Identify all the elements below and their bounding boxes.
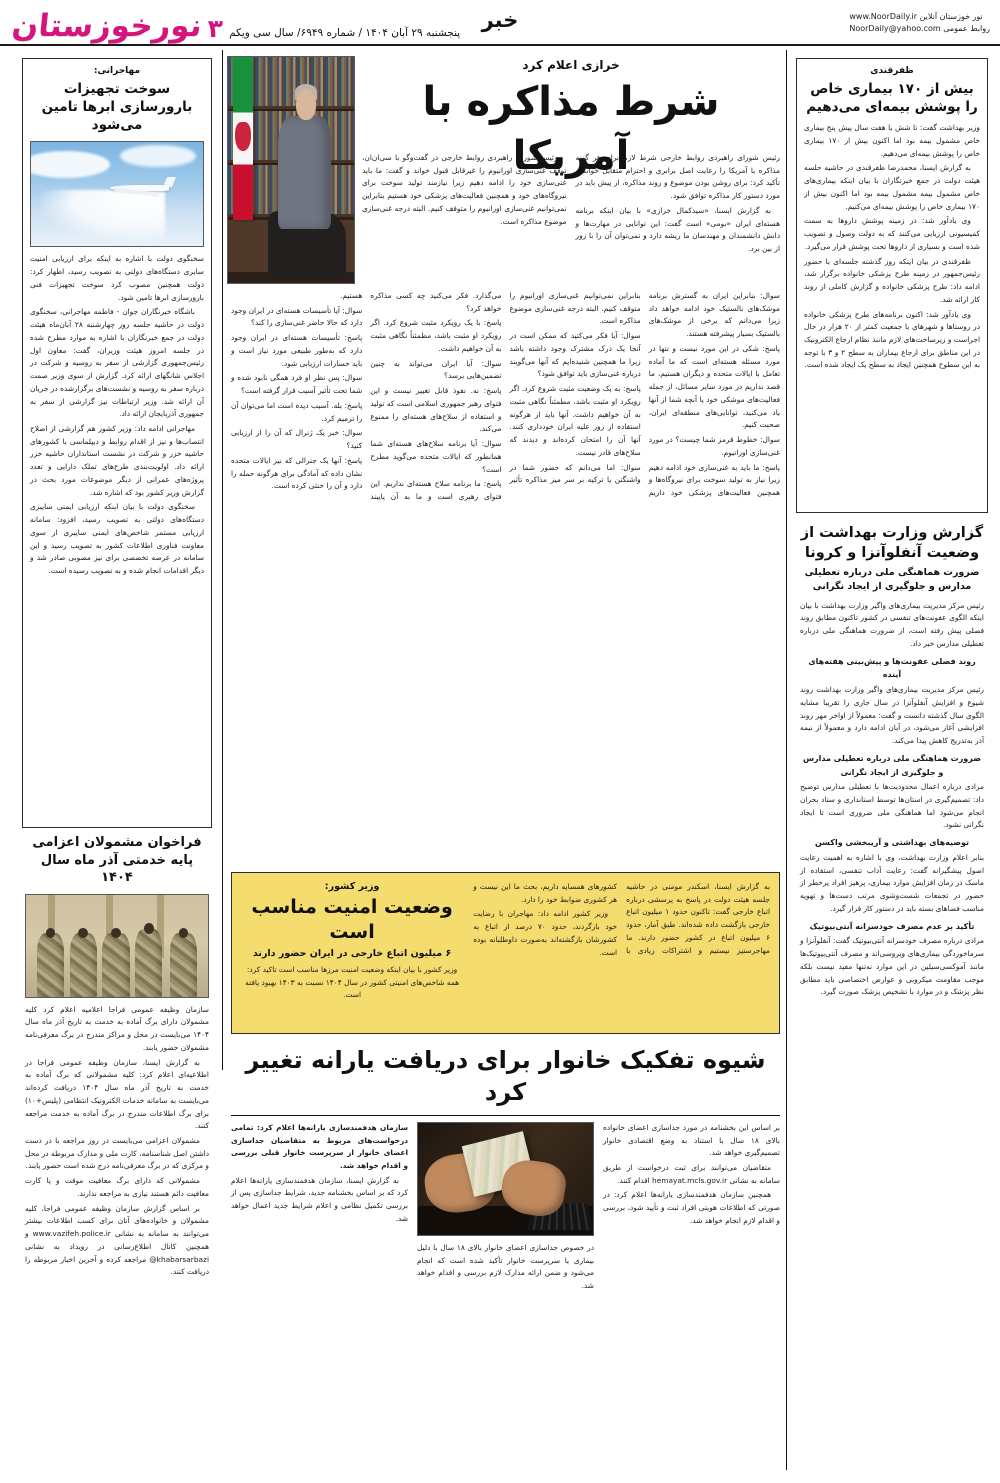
- bottom-col1: [231, 1122, 408, 1226]
- conscription-p4: بر اساس گزارش سازمان وظیفه عمومی فراجا، کلیه مشمولان و خانواده‌های آنان برای کسب اطلاعات بیشتر می‌توانند به سامانه به نشانی www.vazifeh.police.ir و همچنین کانال اطلاع‌رسانی در رویداد به نشانی khabarsarbazi@ مراجعه کرده و آخرین اخبار مربوطه را دریافت کنند.: [25, 1203, 210, 1277]
- lead-photo-p3: پاسخ: با یک رویکرد مثبت شروع کرد. اگر رویکرد او مثبت باشد، مطمئناً نگاهی مثبت به آن خواهیم داشت.: [370, 318, 502, 353]
- insurance-p4: وی یادآور شد: اکنون برنامه‌های طرح پزشکی خانواده در روستاها و شهرهای با جمعیت کمتر از ۲۰ هزار در حال اجراست و زیرساخت‌های لازم مانند نظام ارجاع الکترونیک در این مناطق برای ارجاع بیماران به سطح ۲ و ۳ با توجه به این سطوح همچنین ایجاد به سطح یک ایجاد شده است.: [804, 309, 980, 370]
- counting-banknotes-photo: [417, 1122, 594, 1236]
- lead-intro-columns: [362, 152, 780, 284]
- cloud-seeding-aircraft-photo: [30, 141, 204, 247]
- bottom-p1: به گزارش ایسنا، سازمان هدفمندسازی یارانه‌ها اعلام کرد که بر اساس بخشنامه جدید، شرایط جداسازی پس از بررسی تکمیل نظامی و اعلام شرایط جدید اعمال خواهد شد.: [231, 1175, 408, 1223]
- conscription-p0: سازمان وظیفه عمومی فراجا اعلامیه اعلام کرد کلیه مشمولان دارای برگ آماده به خدمت به تاریخ آذر ماه سال ۱۴۰۴ می‌بایست در محل و مراکز مندرج در برگ معرفی‌نامه مشمولان حضور یابند.: [25, 1004, 209, 1052]
- khazrazi-interview-photo: [227, 56, 355, 284]
- flu-s3-heading: توصیه‌های بهداشتی و آریبخشی واکسن: [814, 838, 970, 848]
- bottom-p3: بر اساس این بخشنامه در مورد جداسازی اعضای خانواده بالای ۱۸ سال با استناد به وضع اقتصادی خانوار تصمیم‌گیری خواهد شد.: [603, 1122, 780, 1158]
- cloudseeding-p2: مهاجرانی ادامه داد: وزیر کشور هم گزارشی از اصلاح انتصاب‌ها و نیز از اقدام روابط و دیپلماسی با کشورهای حاشیه خزر و شرکت در نشست استانداران حاشیه خزر ارائه داد. اولویت‌بندی طرح‌های تملک دارایی و تعدد پروژه‌های عمرانی از دیگر موضوعات مورد بحث در گزارش وزیر کشور بود که اشاره شد.: [30, 424, 204, 497]
- flu-s1-text: رئیس مرکز مدیریت بیماری‌های واگیر وزارت بهداشت روند شیوع و افزایش آنفلوآنزا در سال جاری را تقریبا مشابه الگوی سال گذشته دانست و گفت: معمولاً از اواخر مهر روند افزایشی آغاز می‌شود، در آبان ادامه دارد و معمولاً از نیمه آذر به‌تدریج کاهش پیدا می‌کند.: [800, 685, 984, 746]
- flu-s1-heading: روند فصلی عفونت‌ها و پیش‌بینی هفته‌های آینده: [808, 656, 976, 680]
- insurance-p2: وی یادآور شد: در زمینه پوشش داروها به سمت کمیسیونی ارزیابی می‌کنند که به دولت وصول و تصویب شده است و بسیاری از داروها تحت پوشش قرار می‌گیرد.: [804, 216, 980, 251]
- lead-qa-a3: پاسخ: ما برنامه سلاح هسته‌ای نداریم. این فتوای رهبری است و ما به آن پایبند هستیم.: [340, 291, 502, 502]
- cloudseeding-p0: سخنگوی دولت با اشاره به اینکه برای ارزیابی امنیت سایری دستگاه‌های دولتی به تصویب رسید، اظهار کرد: دولت همچنین مصوب کرد سوخت تجهیزات فنی بارورسازی ابرها تامین شود.: [30, 254, 204, 302]
- lead-lede: رئیس شورای راهبردی روابط خارجی شرط لازم برای هر گونه مذاکره با آمریکا را رعایت اصل برابری و احترام متقابل خواند و تأکید کرد: برای روشن بودن موضوع و روند مذاکره، از پیش باید در مورد دستور کار مذاکره توافق شود.: [575, 153, 780, 201]
- contact-label-pr: روابط عمومی: [943, 24, 990, 33]
- conscription-headline: فراخوان مشمولان اعزامی پایه خدمتی آذر ماه سال ۱۴۰۴: [32, 835, 202, 886]
- lead-qa-q2: سوال: آیا ایران می‌تواند به چنین تضمین‌هایی برسد؟: [370, 358, 502, 381]
- yellowbox-p2: وزیر کشور ادامه داد: مهاجران با رضایت خود بازگردند، حدود ۷۰ درصد از اتباع به کشورشان بازگشته‌اند به‌صورت داوطلبانه بوده است.: [473, 909, 618, 957]
- bottom-p4: متقاضیان می‌توانند برای ثبت درخواست از طریق سامانه به نشانی hemayat.mcls.gov.ir اقدام کنند.: [603, 1162, 780, 1185]
- lead-qa-a1: پاسخ: به یک وضعیت مثبت شروع کرد. اگر رویکرد او مثبت باشد، مطمئناً نگاهی مثبت به آن خواهیم داشت. آنها باید از هرگونه استفاده از زور علیه ایران خودداری کنند. آنها آن را امتحان کرده‌اند و دیدند که سلاح‌های قادر نیست.: [509, 384, 641, 457]
- yellowbox-subhead: ۶ میلیون اتباع خارجی در ایران حضور دارند: [252, 948, 452, 960]
- cloudseeding-headline: سوخت تجهیزات بارورسازی ابرها تامین می‌شود: [41, 80, 193, 134]
- conscription-p1: به گزارش ایسنا، سازمان وظیفه عمومی فراجا در اطلاعیه‌ای اعلام کرد: کلیه مشمولانی که برگ آماده به خدمت به تاریخ آذر ماه سال ۱۴۰۴ دریافت کرده‌اند می‌بایست به سامانه خدمات الکترونیک انتظامی (پلیس+۱۰) برای برگ اطلاعات مندرج در برگ آماده به خدمت مراجعه کنند.: [25, 1057, 209, 1131]
- page-number: ۳: [207, 14, 224, 43]
- bottom-p0: سازمان هدفمندسازی یارانه‌ها اعلام کرد: تمامی درخواست‌های مربوط به متقاضیان جداسازی اعضای خانوار از سرپرست خانوار قبلی بررسی و اقدام خواهد شد.: [231, 1122, 408, 1170]
- bottom-story: [231, 1044, 780, 1464]
- contact-url: www.NoorDaily.ir: [849, 12, 918, 21]
- bottom-col2: [417, 1242, 594, 1293]
- masthead-contact: [849, 11, 990, 35]
- conscription-body: [25, 1004, 209, 1279]
- conscript-soldiers-photo: [25, 894, 209, 998]
- insurance-p1: به گزارش ایسنا، محمدرضا ظفرقندی در حاشیه جلسه هیئت دولت در جمع خبرنگاران با بیان اینکه بیماری‌های خاص مشمول بیمه مشمول بیمه بود اما اکنون بیش از ۱۷۰ بیماری خاص را پوشش بیمه‌ای می‌کنیم.: [804, 163, 980, 211]
- flu-s3-text: بنابر اعلام وزارت بهداشت، وی با اشاره به اهمیت رعایت اصول پیشگیرانه گفت: رعایت آداب تنفسی، استفاده از ماسک در زمان افزایش موارد بیماری، پرهیز افراد پرخطر از حضور در تجمعات شست‌وشوی مرتب دست‌ها و تهویه مناسب فضاهای بسته باید در دستور کار قرار گیرد.: [800, 852, 984, 913]
- left-article-conscription: [22, 834, 212, 1462]
- lead-qa-a2: پاسخ: نه. نفوذ قابل تغییر نیست و این فتوای رهبر جمهوری اسلامی است که تولید و استفاده از سلاح‌های هسته‌ای را ممنوع می‌کند.: [370, 386, 502, 434]
- yellowbox-kicker: وزیر کشور:: [324, 881, 380, 892]
- flu-s0-text: رئیس مرکز مدیریت بیماری‌های واگیر وزارت بهداشت با بیان اینکه الگوی عفونت‌های تنفسی در کشور تاکنون مطابق روند فصلی پیش رفته است، از ضرورت هماهنگی ملی درباره تعطیلی مدارس خبر داد.: [800, 600, 984, 648]
- lead-qa-a6: پاسخ: آنها یک جنرالی که نیز ایالات متحده نشان داده که آمادگی برای هرگونه حمله را دارد و آن را خنثی کرده است.: [231, 455, 363, 491]
- lead-headline: شرط مذاکره با آمریکا: [422, 79, 720, 180]
- lead-qa-q5: سوال: پس نظر او فرد همگی نابود شده و شما تحت تأثیر آسیب قرار گرفته است؟: [231, 373, 363, 396]
- lead-qa-q0: سوال: خطوط قرمز شما چیست؟ در مورد غنی‌سازی اورانیوم.: [648, 435, 780, 457]
- insurance-headline: بیش از ۱۷۰ بیماری خاص را پوشش بیمه‌ای می‌دهیم: [806, 80, 978, 116]
- flu-headline: گزارش وزارت بهداشت از وضعیت آنفلوآنزا و کرونا: [800, 525, 984, 561]
- flu-s2-text: مرادی درباره اعمال محدودیت‌ها با تعطیلی مدارس توضیح داد: تصمیم‌گیری در استان‌ها توسط استانداری و ستاد بحران انجام می‌شود اما هماهنگی ملی ضروری است تا ایجاد نگرانی نشود.: [800, 782, 984, 830]
- right-article-flu-covid: [796, 524, 988, 1464]
- lead-photo-p1: پاسخ: شکی در این مورد نیست و تنها در مورد مسئله هسته‌ای است که ما آماده تعامل با ایالات متحده و دیگران هستیم، ما قصد نداریم در مورد سایر مسائل، از جمله فعالیت‌های موشکی خود یا آنچه شما از آنها یاد می‌کنید، توانایی‌های منطقه‌ای ایران، صحبت کنیم.: [648, 343, 780, 430]
- insurance-p0: وزیر بهداشت گفت: تا شش یا هفت سال پیش پنج بیماری خاص مشمول بیمه بود اما اکنون بیش از ۱۷۰ بیماری خاص را پوشش بیمه‌ای می‌دهیم.: [804, 123, 980, 158]
- dateline: پنجشنبه ۲۹ آبان ۱۴۰۴ / شماره ۶۹۴۹/ سال سی ویکم: [229, 26, 461, 39]
- rule-right: [786, 50, 787, 1470]
- lead-qa-q6: سوال: خبر یک ژنرال که آن را از ارزیابی کنید؟: [231, 428, 363, 451]
- lead-photo-p0: سوال: بنابراین ایران به گسترش برنامه موشک‌های بالستیک خود ادامه خواهد داد زیرا می‌دانم که برخی از موشک‌های بالستیک بسیار پیشرفته هستند.: [648, 291, 780, 339]
- lead-qa-q4: سوال: آیا تأسیسات هسته‌ای در ایران وجود دارد که حالا حاضر غنی‌سازی را کند؟: [231, 305, 363, 328]
- contact-label-online: نور خوزستان آنلاین: [919, 12, 983, 21]
- insurance-kicker: ظفرقندی: [870, 66, 914, 76]
- lead-qa-q1: سوال: آیا فکر می‌کنید که ممکن است در آنجا یک درک مشترک وجود داشته باشد زیرا ما همچنین شنیده‌ایم که آنها می‌گویند درباره غنی‌سازی باید توافق شود؟: [509, 331, 641, 379]
- lead-photo-p2: سوال: اما می‌دانم که حضور شما در واشنگتن یا ترکیه بر سر میز مذاکره تأثیر می‌گذارد. فکر می‌کنید چه کسی مذاکره خواهد کرد؟: [370, 291, 641, 485]
- right-article-health-insurance: [796, 58, 988, 513]
- yellowbox-p1: به گزارش ایسنا، اسکندر مومنی در حاشیه جلسه هیئت دولت در پاسخ به پرسشی درباره اتباع خارجی گفت: تاکنون حدود ۱ میلیون اتباع خارجی بازگشت داده شده‌اند. طبق آمار، حدود ۶ میلیون اتباع در کشور حضور دارند. ما مهاجرستیز نیستیم و اشتراکات زیادی با کشورهای همسایه داریم، بحث ما این نیست و هر کشوری ضوابط خود را دارد.: [473, 882, 771, 955]
- yellowbox-lede: [241, 964, 463, 1002]
- lead-p1: رئیس شورای راهبردی روابط خارجی در گفت‌وگو با سی‌ان‌ان، توقف غنی‌سازی اورانیوم را غیرقابل قبول خواند و گفت: ما باید غنی‌سازی خود را ادامه دهیم زیرا نیازمند تولید سوخت برای نیروگاه‌های خود و همچنین فعالیت‌های پزشکی خود هستیم بنابراین نمی‌توانیم غنی‌سازی اورانیوم را متوقف کنیم. البته درجه غنی‌سازی موضوع مذاکره است.: [362, 153, 567, 226]
- rule-left: [222, 50, 223, 1070]
- flu-subhead: ضرورت هماهنگی ملی درباره تعطیلی مدارس و جلوگیری از ایجاد نگرانی: [804, 567, 980, 592]
- conscription-p3: مشمولانی که دارای برگ معافیت موقت و یا کارت معافیت دائم هستند نیازی به مراجعه ندارند.: [25, 1176, 209, 1198]
- lead-qa-q3: سوال: آیا برنامه سلاح‌های هسته‌ای شما همانطور که ایالات متحده می‌گوید مطرح است؟: [370, 439, 502, 474]
- cloudseeding-p1: باشگاه خبرنگاران جوان - فاطمه مهاجرانی، سخنگوی دولت در حاشیه جلسه روز چهارشنبه ۲۸ آبان‌ماه هیئت دولت در جمع خبرنگاران با اشاره به موارد مطرح شده در جلسه امروز هیئت وزیران، گفت: معاون اول رئیس‌جمهوری گزارشی از سفر به روسیه و شرکت در اجلاس شانگهای ارائه کرد. گزارش از سوی وزیر صمت درباره سفر به روسیه و نشست‌های برگزارشده در جریان آن ارائه شد. وزیر ارتباطات نیز گزارشی از سفر به جمهوری آذربایجان ارائه داد.: [30, 307, 204, 419]
- insurance-p3: ظفرقندی در بیان اینکه روز گذشته جلسه‌ای با حضور رئیس‌جمهور در زمینه طرح پزشکی خانواده برگزار شد، ادامه داد: طرح پزشکی خانواده و گزارش کاملی از روند کار ارائه شد.: [804, 256, 980, 304]
- cloudseeding-body: [30, 253, 204, 577]
- section-title: خبر: [481, 8, 519, 32]
- flu-s2-heading: ضرورت هماهنگی ملی درباره تعطیلی مدارس و جلوگیری از ایجاد نگرانی: [803, 753, 981, 777]
- flu-s4-text: مرادی درباره مصرف خودسرانه آنتی‌بیوتیک گفت: آنفلوآنزا و سرماخوردگی بیماری‌های ویروسی‌اند و مصرف آنتی‌بیوتیک‌ها مانند آموکسی‌سیلین در این موارد نه‌تنها مفید نیست بلکه موجب مقاومت میکروبی و عوارض اختصاصی باید مطابق نظر پزشک و در موارد با تشخیص پزشک صورت گیرد.: [800, 936, 984, 997]
- lead-qa-body: [231, 290, 780, 860]
- yellowbox-p0: وزیر کشور با بیان اینکه وضعیت امنیت مرزها مناسب است تاکید کرد: همه شاخص‌های امنیتی کشور در سال ۱۴۰۴ نسبت به ۱۴۰۳ بهبود یافته است.: [245, 964, 459, 1000]
- yellowbox-headline: وضعیت امنیت مناسب است: [251, 896, 453, 943]
- lead-qa-a5: پاسخ: بله. آسیب دیده است اما می‌توان آن را ترمیم کرد.: [231, 400, 363, 423]
- insurance-body: [804, 122, 980, 372]
- bottom-p2: در خصوص جداسازی اعضای خانوار بالای ۱۸ سال با دلیل بیماری یا سرپرست خانوار تأکید شده است که انجام می‌شود و ضمن ارائه مدارک لازم بررسی و اقدام خواهد شد.: [417, 1242, 594, 1290]
- lead-kicker: خرازی اعلام کرد: [522, 58, 620, 72]
- cloudseeding-kicker: مهاجرانی:: [93, 66, 141, 76]
- cloudseeding-p3: سخنگوی دولت با بیان اینکه ارزیابی ایمنی سایبری دستگاه‌های دولتی به تصویب رسید، افزود: سامانه ارزیابی مستمر شاخص‌های ایمنی سایبری از سوی معاونت فناوری اطلاعات کشور به تصویب رسید و این سامانه در عرصه تخصصی برای نیز مصوبی صادر شد و دیگر اقدامات انجام شده و به تصویب رسیده است.: [30, 502, 204, 576]
- left-article-cloudseeding: [22, 58, 212, 828]
- bottom-headline: شیوه تفکیک خانوار برای دریافت یارانه تغییر کرد: [245, 1046, 766, 1107]
- contact-email: NoorDaily@yahoo.com: [849, 24, 941, 33]
- lead-qa-a0: پاسخ: ما باید به غنی‌سازی خود ادامه دهیم زیرا نیاز به تولید سوخت برای نیروگاه‌ها و همچنین فعالیت‌های پزشکی خود داریم بنابراین نمی‌توانیم غنی‌سازی اورانیوم را متوقف کنیم. البته درجه غنی‌سازی موضوع مذاکره است.: [509, 291, 780, 498]
- lead-qa-a4: پاسخ: تأسیسات هسته‌ای در ایران وجود دارد که به‌طور طبیعی مورد نیاز است و باید خسارات ارزیابی شود.: [231, 333, 363, 368]
- conscription-p2: مشمولان اعزامی می‌بایست در روز مراجعه با در دست داشتن اصل شناسنامه، کارت ملی و مدارک مربوطه در محل و مرکزی که در برگ معرفی‌نامه درج شده است حضور یابند.: [25, 1135, 209, 1171]
- interior-minister-feature-box: [231, 872, 780, 1034]
- masthead: [0, 0, 1000, 46]
- flu-body: [800, 600, 984, 999]
- flu-s4-heading: تأکید بر عدم مصرف خودسرانه آنتی‌بیوتیک: [809, 921, 975, 931]
- yellowbox-left-col: [473, 881, 770, 959]
- bottom-p5: همچنین سازمان هدفمندسازی یارانه‌ها اعلام کرد: در صورتی که اطلاعات هویتی افراد ثبت و تأیید شود، بررسی و اقدام لازم انجام خواهد شد.: [603, 1190, 780, 1225]
- newspaper-logo: نورخوزستان: [10, 8, 204, 44]
- bottom-rule: [231, 1115, 780, 1116]
- bottom-col3: [603, 1122, 780, 1228]
- lead-p0: به گزارش ایسنا، «سیدکمال خرازی» با بیان اینکه برنامه هسته‌ای ایران «بومی» است گفت: این توانایی در مهارت‌ها و دانش دانشمندان و مهندسان ما ریشه دارد و نمی‌توان آن را با زور از بین برد.: [575, 205, 780, 254]
